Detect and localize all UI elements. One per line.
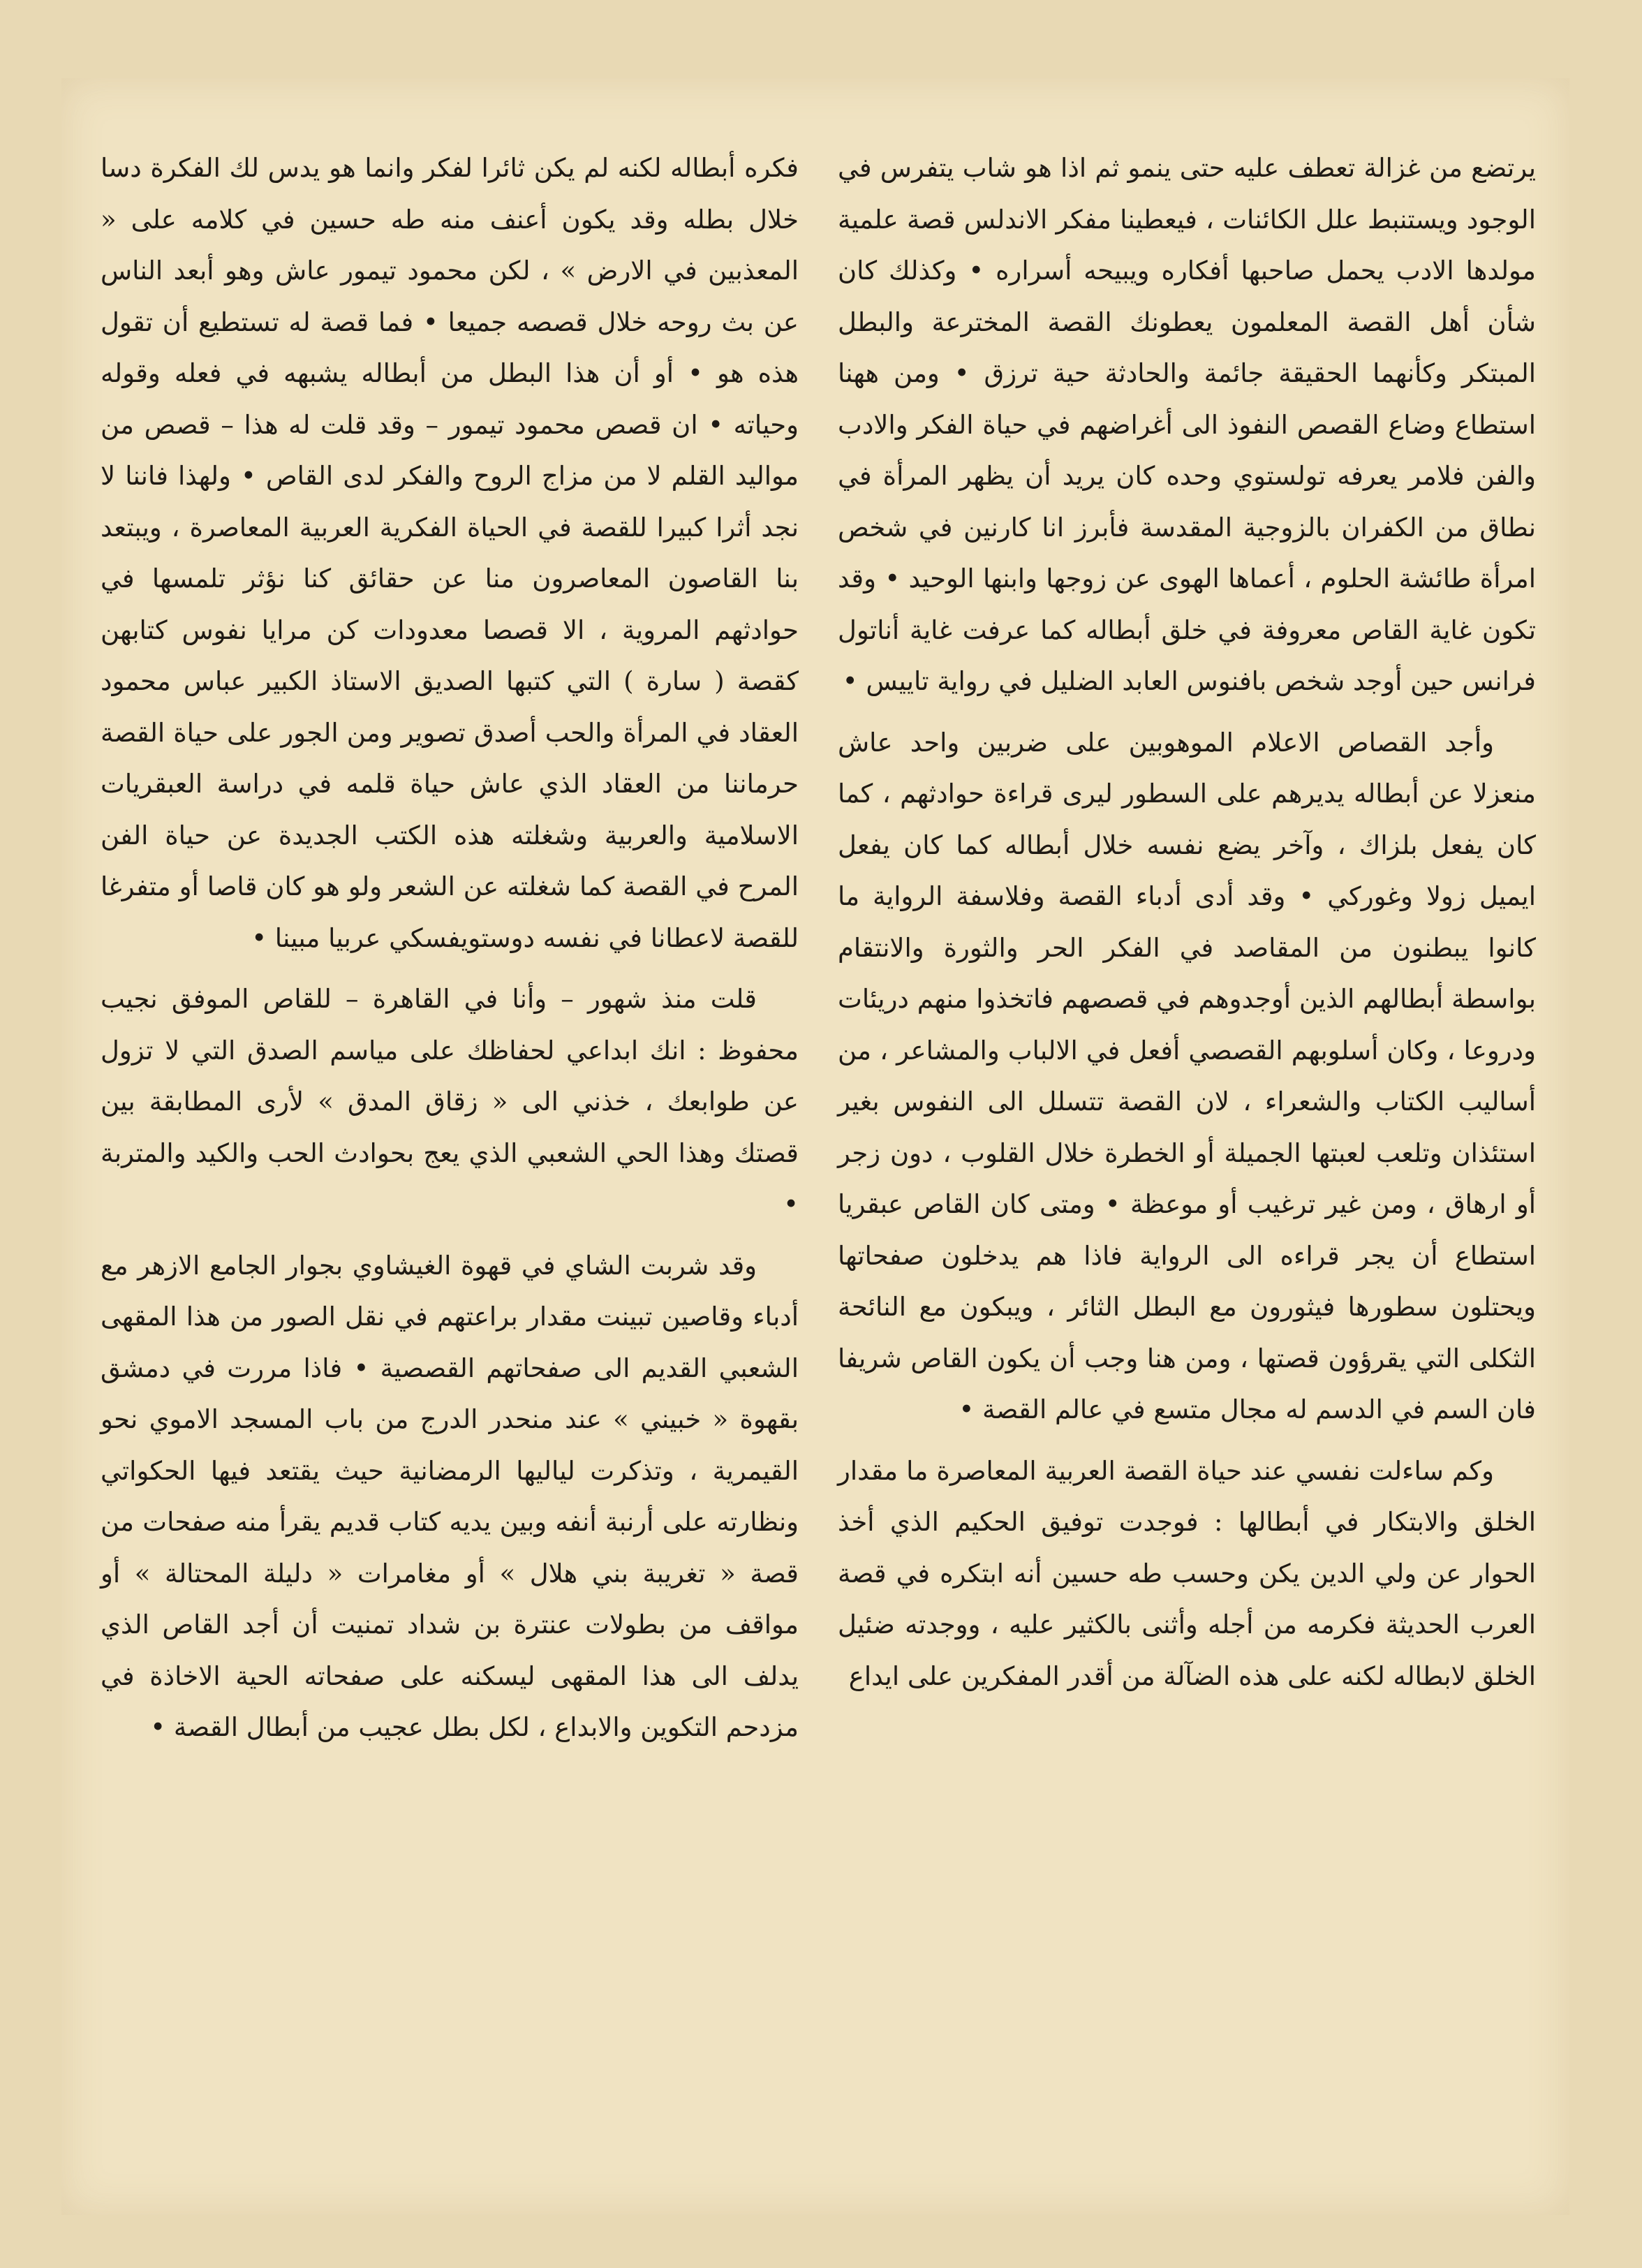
right-text-column bbox=[838, 142, 1536, 1702]
magazine-page bbox=[61, 78, 1569, 2215]
paragraph: وأجد القصاص الاعلام الموهوبين على ضربين واحد عاش منعزلا عن أبطاله يديرهم على السطور ليرى قراءة حوادثهم ، كما كان يفعل بلزاك ، وآخر يضع نفسه خلال أبطاله كما كان يفعل ايميل زولا وغوركي • وقد أدى أدباء القصة وفلاسفة الرواية ما كانوا يبطنون من المقاصد في الفكر الحر والثورة والانتقام بواسطة أبطالهم الذين أوجدوهم في قصصهم فاتخذوا منهم دريئات ودروعا ، وكان أسلوبهم القصصي أفعل في الالباب والمشاعر ، من أساليب الكتاب والشعراء ، لان القصة تتسلل الى النفوس بغير استئذان وتلعب لعبتها الجميلة أو الخطرة خلال القلوب ، دون زجر أو ارهاق ، ومن غير ترغيب أو موعظة • ومتى كان القاص عبقريا استطاع أن يجر قراءه الى الرواية فاذا هم يدخلون صفحاتها ويحتلون سطورها فيثورون مع البطل الثائر ، ويبكون مع النائحة الثكلى التي يقرؤون قصتها ، ومن هنا وجب أن يكون القاص شريفا فان السم في الدسم له مجال متسع في عالم القصة • bbox=[838, 727, 1536, 1424]
paragraph: وقد شربت الشاي في قهوة الغيشاوي بجوار الجامع الازهر مع أدباء وقاصين تبينت مقدار براعتهم في نقل الصور من هذا المقهى الشعبي القديم الى صفحاتهم القصصية • فاذا مررت في دمشق بقهوة « خبيني » عند منحدر الدرج من باب المسجد الاموي نحو القيمرية ، وتذكرت لياليها الرمضانية حيث يقتعد فيها الحكواتي ونظارته على أرنبة أنفه وبين يديه كتاب قديم يقرأ منه صفحات من قصة « تغريبة بني هلال » أو مغامرات « دليلة المحتالة » أو مواقف من بطولات عنترة بن شداد تمنيت أن أجد القاص الذي يدلف الى هذا المقهى ليسكنه على صفحاته الحية الاخاذة في مزدحم التكوين والابداع ، لكل بطل عجيب من أبطال القصة • bbox=[101, 1250, 799, 1742]
paragraph: قلت منذ شهور – وأنا في القاهرة – للقاص الموفق نجيب محفوظ : انك ابداعي لحفاظك على مياسم الصدق التي لا تزول عن طوابعك ، خذني الى « زقاق المدق » لأرى المطابقة بين قصتك وهذا الحي الشعبي الذي يعج بحوادث الحب والكيد والمتربة • bbox=[101, 984, 799, 1219]
left-text-column bbox=[101, 142, 799, 1753]
paragraph: يرتضع من غزالة تعطف عليه حتى ينمو ثم اذا هو شاب يتفرس في الوجود ويستنبط علل الكائنات ، فيعطينا مفكر الاندلس قصة علمية مولدها الادب يحمل صاحبها أفكاره ويبيحه أسراره • وكذلك كان شأن أهل القصة المعلمون يعطونك القصة المخترعة والبطل المبتكر وكأنهما الحقيقة جائمة والحادثة حية ترزق • ومن ههنا استطاع وضاع القصص النفوذ الى أغراضهم في حياة الفكر والادب والفن فلامر يعرفه تولستوي وحده كان يريد أن يظهر المرأة في نطاق من الكفران بالزوجية المقدسة فأبرز انا كارنين في شخص امرأة طائشة الحلوم ، أعماها الهوى عن زوجها وابنها الوحيد • وقد تكون غاية القاص معروفة في خلق أبطاله كما عرفت غاية أناتول فرانس حين أوجد شخص بافنوس العابد الضليل في رواية تاييس • bbox=[838, 153, 1536, 696]
paragraph: فكره أبطاله لكنه لم يكن ثائرا لفكر وانما هو يدس لك الفكرة دسا خلال بطله وقد يكون أعنف منه طه حسين في كلامه على « المعذبين في الارض » ، لكن محمود تيمور عاش وهو أبعد الناس عن بث روحه خلال قصصه جميعا • فما قصة له تستطيع أن تقول هذه هو • أو أن هذا البطل من أبطاله يشبهه في فعله وقوله وحياته • ان قصص محمود تيمور – وقد قلت له هذا – قصص من مواليد القلم لا من مزاج الروح والفكر لدى القاص • ولهذا فاننا لا نجد أثرا كبيرا للقصة في الحياة الفكرية العربية المعاصرة ، ويبتعد بنا القاصون المعاصرون منا عن حقائق كنا نؤثر تلمسها في حوادثهم المروية ، الا قصصا معدودات كن مرايا نفوس كتابهن كقصة ( سارة ) التي كتبها الصديق الاستاذ الكبير عباس محمود العقاد في المرأة والحب أصدق تصوير ومن الجور على حياة القصة حرماننا من العقاد الذي عاش حياة قلمه في دراسة العبقريات الاسلامية والعربية وشغلته هذه الكتب الجديدة عن حياة الفن المرح في القصة كما شغلته عن الشعر ولو هو كان قاصا أو متفرغا للقصة لاعطانا في نفسه دوستويفسكي عربيا مبينا • bbox=[101, 153, 799, 953]
paragraph: وكم ساءلت نفسي عند حياة القصة العربية المعاصرة ما مقدار الخلق والابتكار في أبطالها : فوجدت توفيق الحكيم الذي أخذ الحوار عن ولي الدين يكن وحسب طه حسين أنه ابتكره في قصة العرب الحديثة فكرمه من أجله وأثنى بالكثير عليه ، ووجدته ضئيل الخلق لابطاله لكنه على هذه الضآلة من أقدر المفكرين على ايداع bbox=[838, 1455, 1536, 1691]
